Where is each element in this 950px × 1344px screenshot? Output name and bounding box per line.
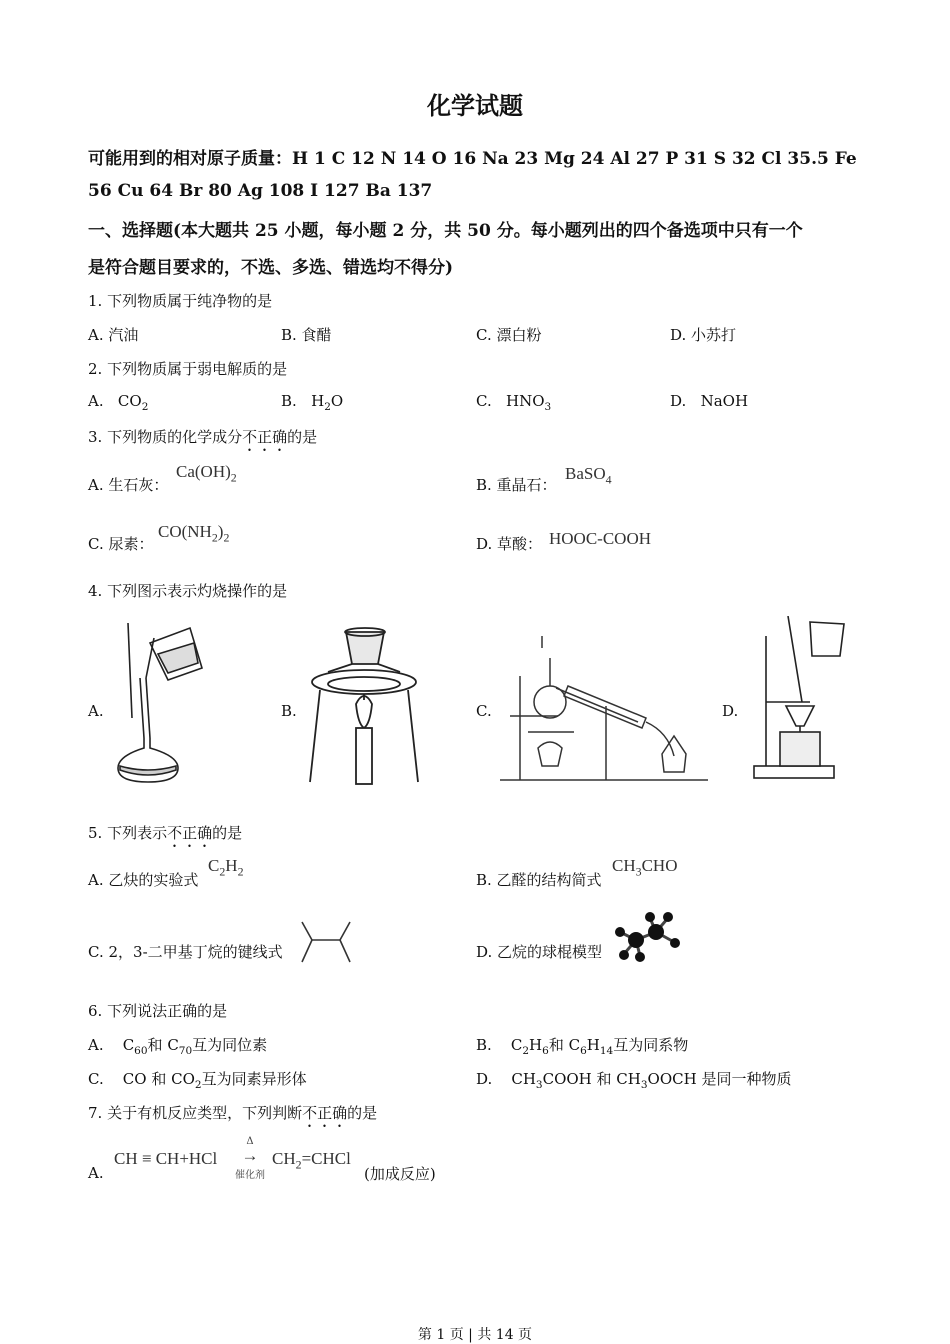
- q6-option-a: A. $C_{60}$和 $C_{70}$互为同位素: [88, 1036, 268, 1057]
- atomic-masses-line-2: 56 Cu 64 Br 80 Ag 108 I 127 Ba 137: [88, 181, 433, 201]
- distillation-setup-illustration: [498, 636, 710, 784]
- skeletal-formula-illustration: [298, 918, 356, 966]
- q7-option-a-label: A.: [88, 1164, 104, 1182]
- q4-option-c-label: C.: [476, 702, 492, 720]
- q7-option-a-lhs: CH ≡ CH+HCl: [114, 1149, 218, 1168]
- page-title: 化学试题: [427, 91, 523, 120]
- q6-option-b: B. $C_2H_6$和 $C_6H_{14}$互为同系物: [476, 1036, 689, 1057]
- q7-stem: 7. 关于有机反应类型，下列判断不正确的是: [88, 1104, 378, 1122]
- q3-option-b: B. 重晶石：: [476, 476, 557, 494]
- q2-stem: 2. 下列物质属于弱电解质的是: [88, 360, 288, 378]
- q1-option-b: B. 食醋: [281, 326, 332, 344]
- q5-option-a-formula: $C_2H_2$: [208, 856, 244, 879]
- q3-option-a: A. 生石灰：: [88, 476, 169, 494]
- q5-option-d: D. 乙烷的球棍模型: [476, 943, 603, 961]
- q7-arrow-condition-top: Δ: [246, 1136, 254, 1147]
- q6-option-c: C. CO 和 $CO_2$互为同素异形体: [88, 1070, 307, 1091]
- q1-stem: 1. 下列物质属于纯净物的是: [88, 292, 273, 310]
- q5-option-a: A. 乙炔的实验式: [88, 871, 199, 889]
- q2-option-d: D. NaOH: [670, 392, 749, 410]
- q4-option-b-label: B.: [281, 702, 297, 720]
- q4-option-d-label: D.: [722, 702, 739, 720]
- q3-option-b-formula: BaSO$_4$: [565, 464, 612, 487]
- q5-option-b-formula: $CH_3CHO$: [612, 856, 678, 879]
- q3-stem: 3. 下列物质的化学成分不正确的是: [88, 428, 318, 446]
- q5-option-b: B. 乙醛的结构简式: [476, 871, 602, 889]
- q3-option-c-formula: $CO(NH_2)_2$: [158, 522, 230, 545]
- section-header-line-1: 一、选择题(本大题共 25 小题，每小题 2 分，共 50 分。每小题列出的四个备选项中只有一个: [88, 221, 803, 241]
- q1-option-a: A. 汽油: [88, 326, 139, 344]
- q3-option-c: C. 尿素：: [88, 535, 154, 553]
- atomic-masses-line-1: 可能用到的相对原子质量：H 1 C 12 N 14 O 16 Na 23 Mg 24 Al 27 P 31 S 32 Cl 35.5 Fe: [88, 149, 857, 169]
- q3-option-d: D. 草酸：: [476, 535, 543, 553]
- q5-option-c: C. 2，3-二甲基丁烷的键线式: [88, 943, 283, 961]
- q1-option-c: C. 漂白粉: [476, 326, 542, 344]
- q6-option-d: D. $CH_3COOH$ 和 $CH_3OOCH$ 是同一种物质: [476, 1070, 792, 1091]
- q7-option-a-rhs: $CH_2=CHCl$: [272, 1149, 351, 1172]
- q1-option-d: D. 小苏打: [670, 326, 737, 344]
- q5-stem: 5. 下列表示不正确的是: [88, 824, 243, 842]
- q6-stem: 6. 下列说法正确的是: [88, 1002, 228, 1020]
- crucible-tripod-illustration: [306, 624, 422, 786]
- q2-option-a: A. $CO_2$: [88, 392, 149, 413]
- q7-option-a-reaction-type: (加成反应): [364, 1165, 436, 1183]
- ball-and-stick-model-illustration: [612, 910, 680, 964]
- q7-arrow: →: [241, 1146, 259, 1165]
- q7-arrow-condition-bottom: 催化剂: [235, 1170, 265, 1181]
- q4-stem: 4. 下列图示表示灼烧操作的是: [88, 582, 288, 600]
- q3-option-d-formula: HOOC-COOH: [549, 529, 651, 548]
- page-footer: 第 1 页 | 共 14 页: [417, 1327, 533, 1343]
- q2-option-b: B. $H_2O$: [281, 392, 344, 413]
- filtration-illustration: [748, 616, 852, 786]
- volumetric-flask-illustration: [110, 618, 210, 786]
- q2-option-c: C. $HNO_3$: [476, 392, 552, 413]
- q3-option-a-formula: $Ca(OH)_2$: [176, 462, 237, 485]
- q4-option-a-label: A.: [88, 702, 104, 720]
- section-header-line-2: 是符合题目要求的，不选、多选、错选均不得分): [88, 258, 454, 278]
